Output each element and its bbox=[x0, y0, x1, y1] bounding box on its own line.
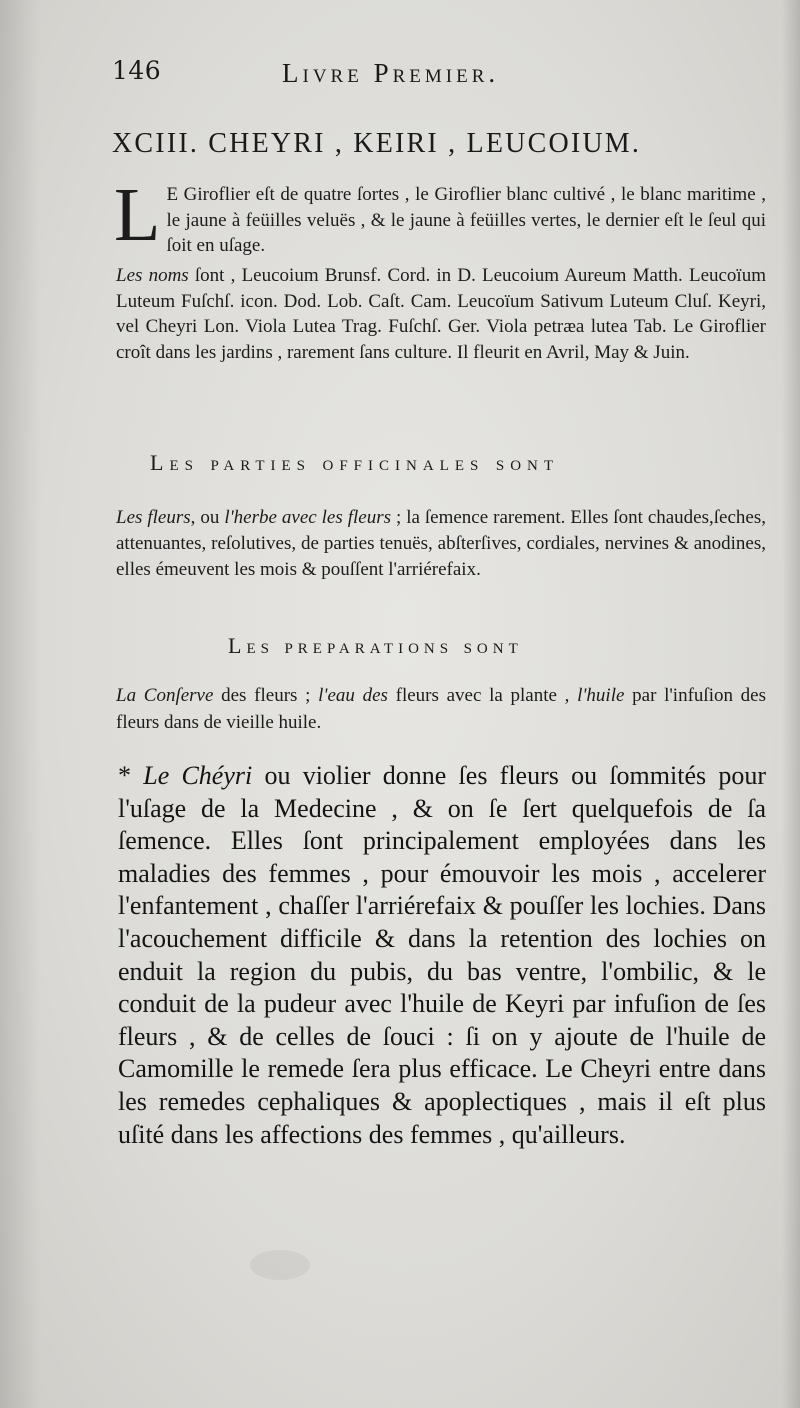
chapter-title: XCIII. CHEYRI , KEIRI , LEUCOIUM. bbox=[112, 128, 642, 159]
preps-label-1: La Conſerve bbox=[116, 685, 214, 706]
intro-text: E Giroflier eſt de quatre ſortes , le Giroflier blanc cultivé , le blanc maritime , le jaune à feüilles veluës , & le jaune à feüilles vertes, le dernier eſt le ſeul qui ſoit en uſage. bbox=[166, 184, 766, 256]
running-head bbox=[112, 56, 632, 96]
preps-text-1: des fleurs ; bbox=[213, 685, 319, 706]
names-text: ſont , Leucoium Brunsf. Cord. in D. Leucoium Aureum Matth. Leucoïum Luteum Fuſchſ. icon. Dod. Lob. Caſt. Cam. Leucoïum Sativum Luteum Cluſ. Keyri, vel Cheyri Lon. Viola Lutea Trag. Fuſchſ. Ger. Viola petræa lutea Tab. Le Giroflier croît dans les jardins , rarement ſans culture. Il fleurit en Avril, May & Juin. bbox=[116, 265, 766, 363]
footnote-paragraph bbox=[118, 760, 766, 1151]
heading-preparations: Les preparations sont bbox=[228, 633, 523, 658]
parties-mid: , ou bbox=[190, 507, 225, 528]
asterisk-mark: * bbox=[118, 761, 144, 790]
preps-text-3: par l'infuſion des fleurs dans de vieille huile. bbox=[116, 685, 766, 733]
preparations-paragraph bbox=[116, 682, 766, 736]
note-label: Le Chéyri bbox=[143, 761, 253, 790]
preps-text-2: fleurs avec la plante , bbox=[387, 685, 578, 706]
preps-label-3: l'huile bbox=[577, 685, 625, 706]
page-number: 146 bbox=[112, 56, 162, 85]
note-text: ou violier donne ſes fleurs ou ſommités pour l'uſage de la Medecine , & on ſe ſert quelquefois de ſa ſemence. Elles ſont principalement employées dans les maladies des femmes , pour émouvoir les mois , accelerer l'enfantement , chaſſer l'arriérefaix & pouſſer les lochies. Dans l'acouchement difficile & dans la retention des lochies on enduit la region du pubis, du bas ventre, l'ombilic, & le conduit de la pudeur avec l'huile de Keyri par infuſion de ſes fleurs , & de celles de ſouci : ſi on y ajoute de l'huile de Camomille le remede ſera plus efficace. Le Cheyri entre dans les remedes cephaliques & apoplectiques , mais il eſt plus uſité dans les affections des femmes , qu'ailleurs. bbox=[118, 761, 766, 1149]
running-title: Livre Premier. bbox=[282, 58, 500, 88]
officinal-parts-paragraph bbox=[116, 505, 766, 583]
parties-text: ; la ſemence rarement. Elles ſont chaudes,ſeches, attenuantes, reſolutives, de parties tenuës, abſterſives, cordiales, nervines & anodines, elles émeuvent les mois & pouſſent l'arriérefaix. bbox=[116, 507, 766, 580]
intro-paragraph bbox=[114, 173, 766, 259]
parties-label: Les fleurs bbox=[116, 507, 191, 528]
heading-officinal-parts: Les parties officinales sont bbox=[150, 450, 560, 475]
parties-label-2: l'herbe avec les fleurs bbox=[224, 507, 391, 528]
names-paragraph bbox=[116, 263, 766, 365]
paper-stain bbox=[250, 1250, 310, 1280]
page-binding-shadow bbox=[0, 0, 40, 1408]
drop-capital: L bbox=[114, 173, 161, 257]
names-label: Les noms bbox=[116, 265, 189, 286]
preps-label-2: l'eau des bbox=[318, 685, 388, 706]
page-edge-shadow bbox=[782, 0, 800, 1408]
